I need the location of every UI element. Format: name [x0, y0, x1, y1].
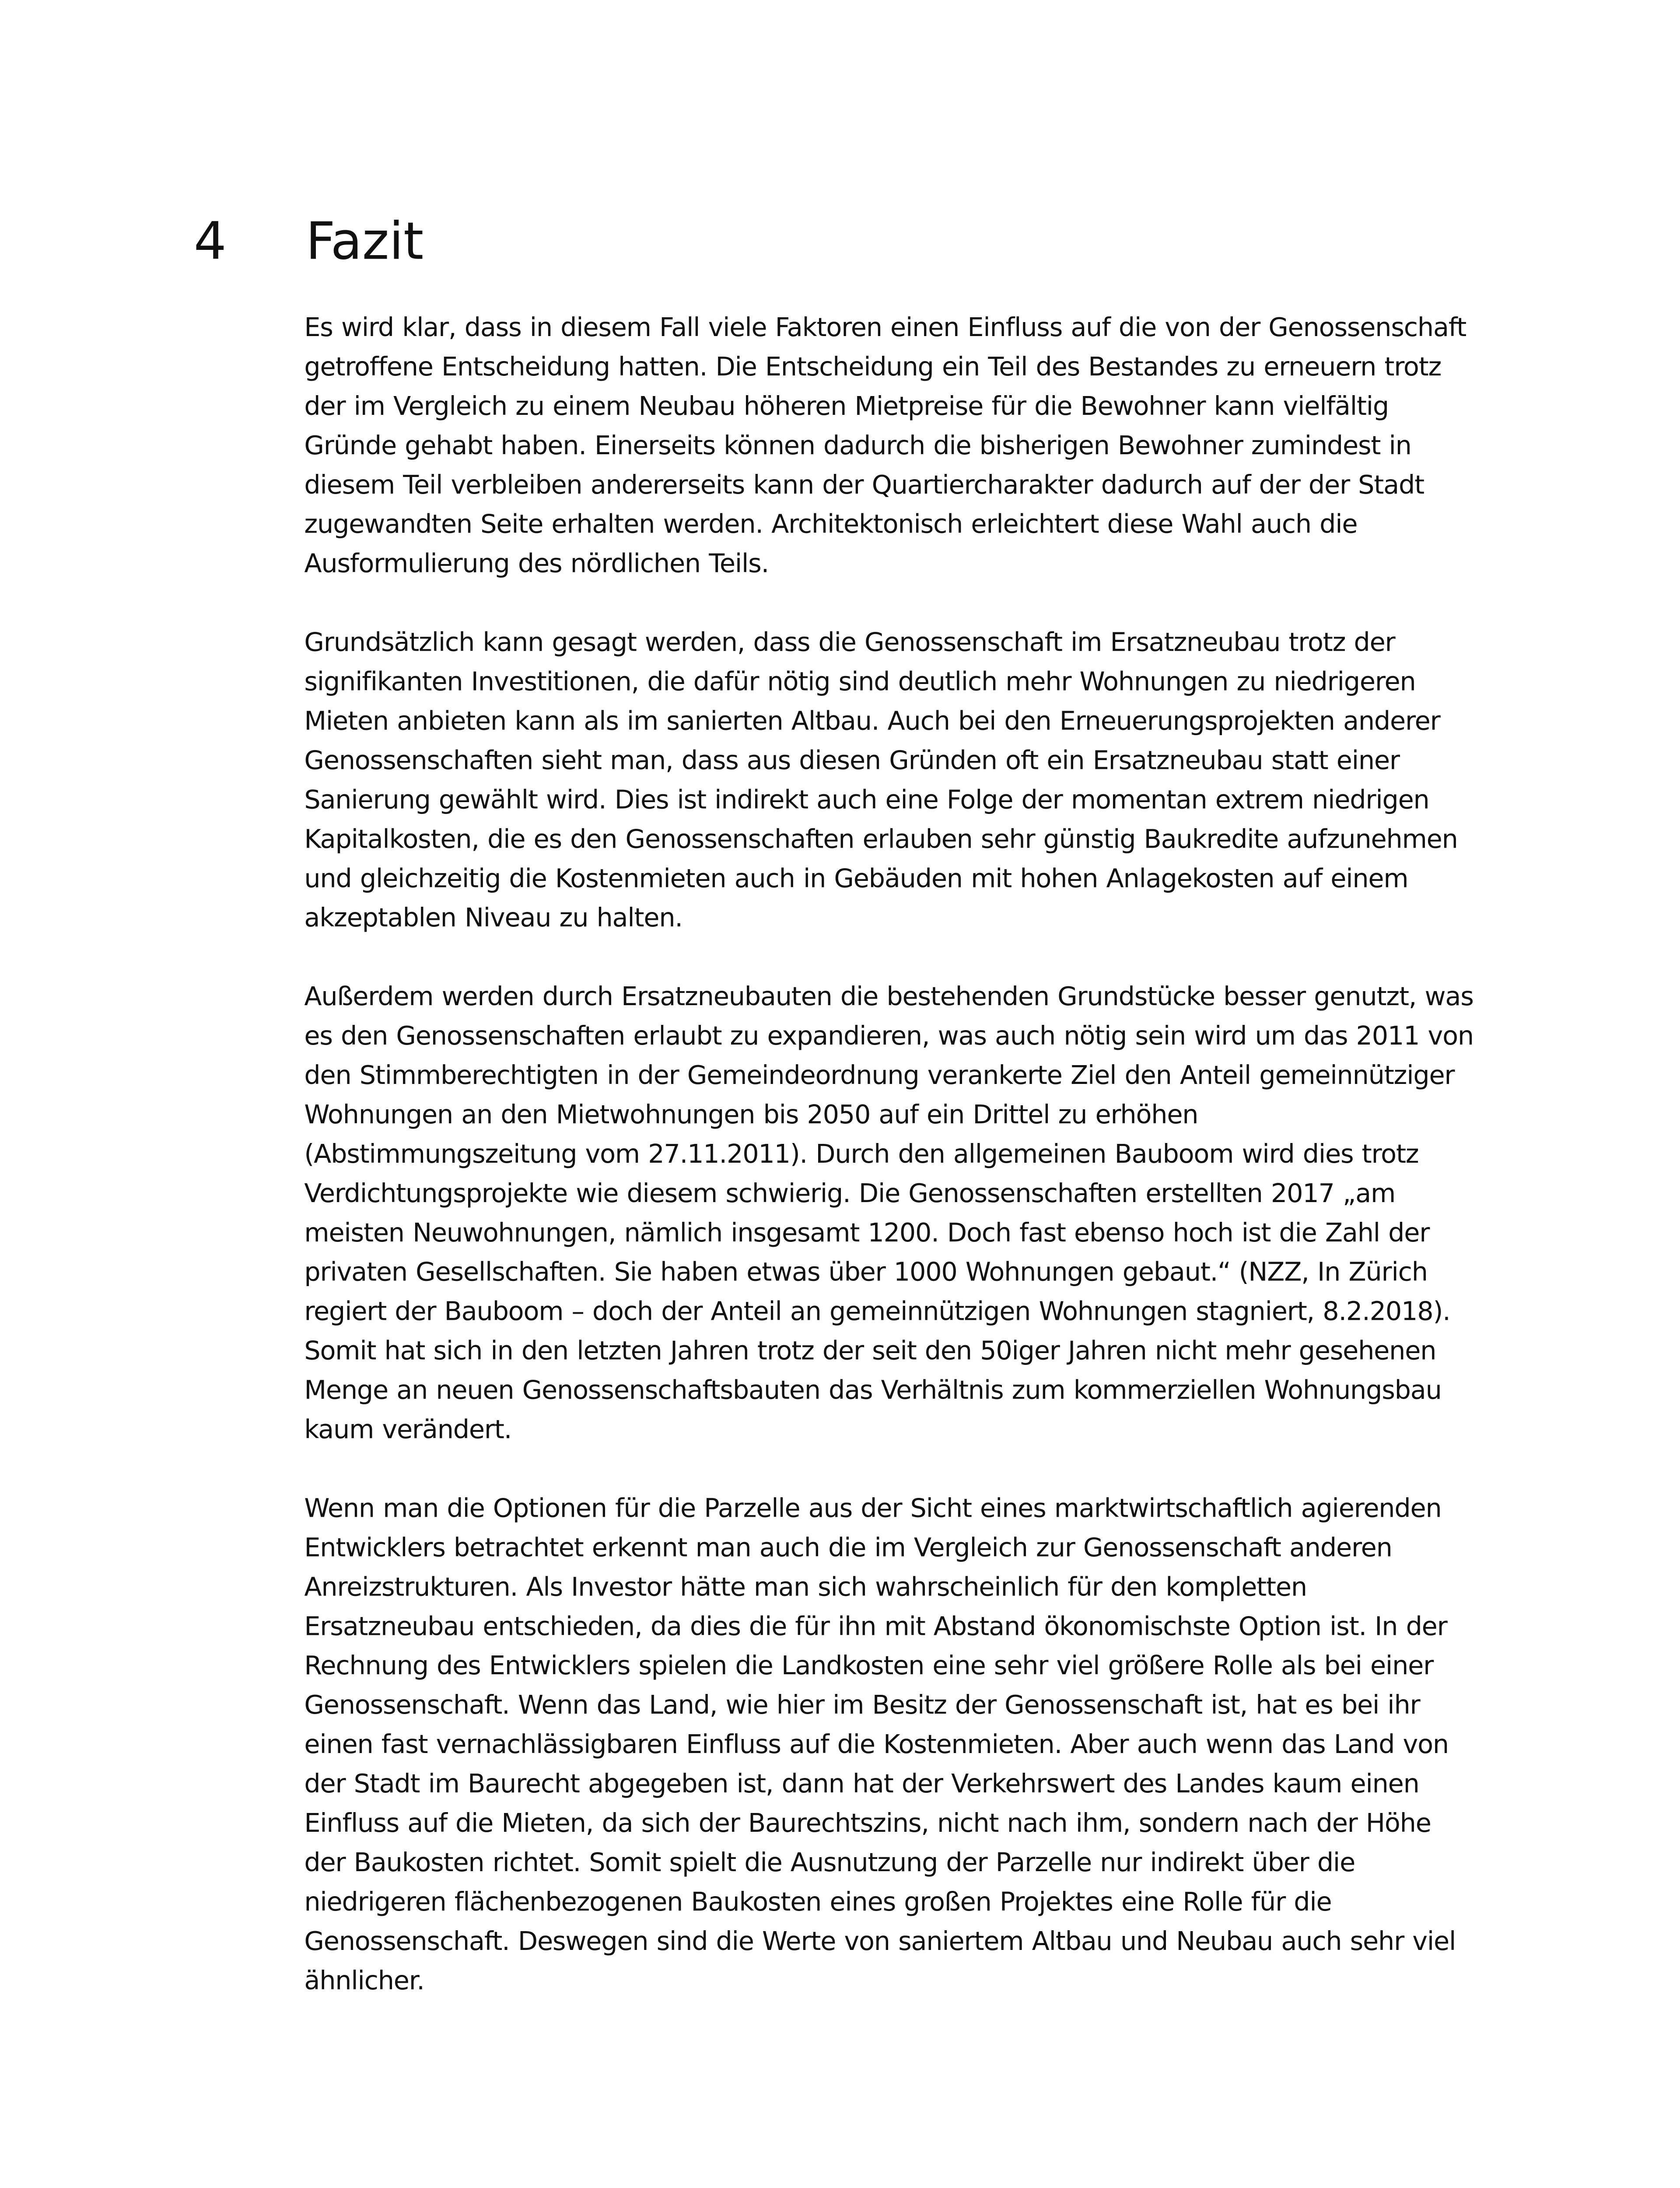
paragraph-2: Grundsätzlich kann gesagt werden, dass die Genossenschaft im Ersatzneubau trotz der signifikanten Investitionen, die dafür nötig sind deutlich mehr Wohnungen zu niedrigeren Mieten anbieten kann als im sanierten Altbau. Auch bei den Erneuerungsprojekten anderer Genossenschaften sieht man, dass aus diesen Gründen oft ein Ersatzneubau statt einer Sanierung gewählt wird. Dies ist indirekt auch eine Folge der momentan extrem niedrigen Kapitalkosten, die es den Genossenschaften erlauben sehr günstig Baukredite aufzunehmen und gleichzeitig die Kostenmieten auch in Gebäuden mit hohen Anlagekosten auf einem akzeptablen Niveau zu halten. [304, 628, 1458, 934]
paragraph-3: Außerdem werden durch Ersatzneubauten die bestehenden Grundstücke besser genutzt, was es den Genossenschaften erlaubt zu expandieren, was auch nötig sein wird um das 2011 von den Stimmberechtigten in der Gemeindeordnung verankerte Ziel den Anteil gemeinnütziger Wohnungen an den Mietwohnungen bis 2050 auf ein Drittel zu erhöhen (Abstimmungszeitung vom 27.11.2011). Durch den allgemeinen Bauboom wird dies trotz Verdichtungsprojekte wie diesem schwierig. Die Genossenschaften erstellten 2017 „am meisten Neuwohnungen, nämlich insgesamt 1200. Doch fast ebenso hoch ist die Zahl der privaten Gesellschaften. Sie haben etwas über 1000 Wohnungen gebaut.“ (NZZ, In Zürich regiert der Bauboom – doch der Anteil an gemeinnützigen Wohnungen stagniert, 8.2.2018). Somit hat sich in den letzten Jahren trotz der seit den 50iger Jahren nicht mehr gesehenen Menge an neuen Genossenschaftsbauten das Verhältnis zum kommerziellen Wohnungsbau kaum verändert. [304, 982, 1474, 1446]
section-number: 4 [193, 212, 227, 273]
section-title: Fazit [305, 212, 424, 273]
paragraph-1: Es wird klar, dass in diesem Fall viele Faktoren einen Einfluss auf die von der Genossenschaft getroffene Entscheidung hatten. Die Entscheidung ein Teil des Bestandes zu erneuern trotz der im Vergleich zu einem Neubau höheren Mietpreise für die Bewohner kann vielfältig Gründe gehabt haben. Einerseits können dadurch die bisherigen Bewohner zumindest in diesem Teil verbleiben andererseits kann der Quartiercharakter dadurch auf der der Stadt zugewandten Seite erhalten werden. Architektonisch erleichtert diese Wahl auch die Ausformulierung des nördlichen Teils. [304, 313, 1466, 580]
paragraph-4: Wenn man die Optionen für die Parzelle aus der Sicht eines marktwirtschaftlich agierenden Entwicklers betrachtet erkennt man auch die im Vergleich zur Genossenschaft anderen Anreizstrukturen. Als Investor hätte man sich wahrscheinlich für den kompletten Ersatzneubau entschieden, da dies die für ihn mit Abstand ökonomischste Option ist. In der Rechnung des Entwicklers spielen die Landkosten eine sehr viel größere Rolle als bei einer Genossenschaft. Wenn das Land, wie hier im Besitz der Genossenschaft ist, hat es bei ihr einen fast vernachlässigbaren Einfluss auf die Kostenmieten. Aber auch wenn das Land von der Stadt im Baurecht abgegeben ist, dann hat der Verkehrswert des Landes kaum einen Einfluss auf die Mieten, da sich der Baurechtszins, nicht nach ihm, sondern nach der Höhe der Baukosten richtet. Somit spielt die Ausnutzung der Parzelle nur indirekt über die niedrigeren flächenbezogenen Baukosten eines großen Projektes eine Rolle für die Genossenschaft. Deswegen sind die Werte von saniertem Altbau und Neubau auch sehr viel ähnlicher. [304, 1494, 1456, 1997]
section-body [304, 309, 1477, 2041]
section-heading [194, 212, 1495, 272]
